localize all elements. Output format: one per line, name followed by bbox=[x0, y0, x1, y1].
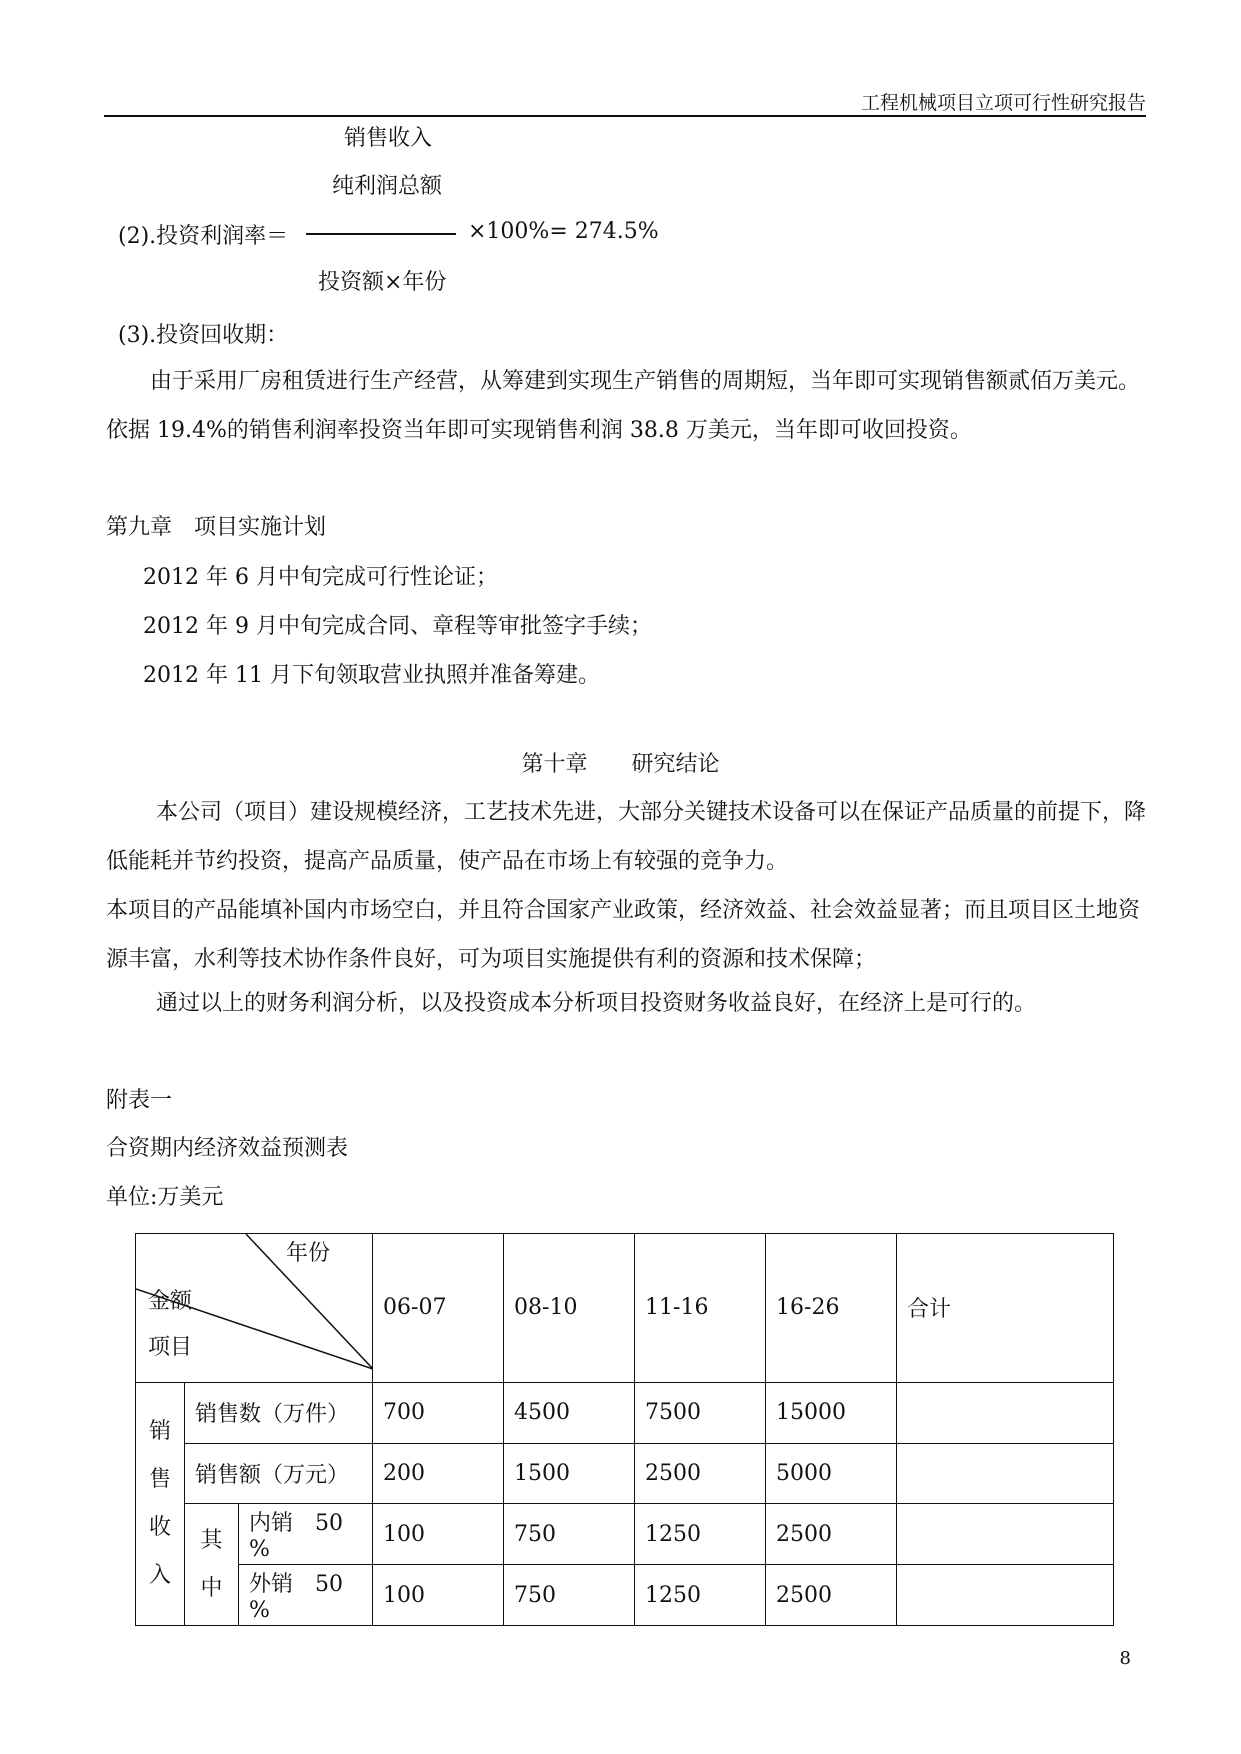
table-cell: 2500 bbox=[766, 1504, 897, 1565]
formula-label: (2).投资利润率＝ bbox=[118, 224, 289, 249]
table-cell bbox=[897, 1443, 1114, 1504]
chapter9-title: 第九章 项目实施计划 bbox=[106, 515, 327, 540]
table-cell: 100 bbox=[373, 1504, 504, 1565]
formula-denominator: 投资额×年份 bbox=[318, 270, 447, 295]
chapter10-paragraph-3: 通过以上的财务利润分析，以及投资成本分析项目投资财务收益良好，在经济上是可行的。 bbox=[156, 991, 1037, 1016]
chapter10-paragraph-2: 本项目的产品能填补国内市场空白，并且符合国家产业政策，经济效益、社会效益显著；而且项目区土地资源丰富，水利等技术协作条件良好，可为项目实施提供有利的资源和技术保障； bbox=[106, 898, 1141, 972]
corner-label-year: 年份 bbox=[286, 1241, 331, 1266]
table-cell: 700 bbox=[373, 1382, 504, 1443]
table-cell bbox=[897, 1382, 1114, 1443]
table-cell: 2500 bbox=[766, 1565, 897, 1626]
chapter9-item: 2012 年 11 月下旬领取营业执照并准备筹建。 bbox=[143, 663, 600, 688]
table-cell: 5000 bbox=[766, 1443, 897, 1504]
corner-label-amount: 金额 bbox=[148, 1289, 193, 1314]
table-cell: 4500 bbox=[504, 1382, 635, 1443]
row-label: 销售额（万元） bbox=[185, 1443, 373, 1504]
table-row bbox=[136, 1504, 1114, 1565]
table-cell: 7500 bbox=[635, 1382, 766, 1443]
column-header: 06-07 bbox=[373, 1234, 504, 1383]
table-cell: 100 bbox=[373, 1565, 504, 1626]
page-number: 8 bbox=[1119, 1648, 1131, 1669]
table-cell bbox=[897, 1504, 1114, 1565]
table-cell: 750 bbox=[504, 1504, 635, 1565]
chapter9-item: 2012 年 6 月中旬完成可行性论证； bbox=[143, 565, 498, 590]
table-row bbox=[136, 1565, 1114, 1626]
table-cell: 1250 bbox=[635, 1565, 766, 1626]
payback-paragraph: 由于采用厂房租赁进行生产经营，从筹建到实现生产销售的周期短，当年即可实现销售额贰佰万美元。依据 19.4%的销售利润率投资当年即可实现销售利润 38.8 万美元，当年即可收回投资。 bbox=[106, 369, 1141, 443]
header-rule bbox=[104, 115, 1146, 117]
corner-label-item: 项目 bbox=[148, 1335, 193, 1360]
formula-top-residue: 销售收入 bbox=[344, 126, 433, 151]
column-header: 11-16 bbox=[635, 1234, 766, 1383]
header-title: 工程机械项目立项可行性研究报告 bbox=[860, 92, 1146, 114]
table-header-row bbox=[136, 1234, 1114, 1383]
row-group-label: 销 售 收 入 bbox=[136, 1382, 185, 1625]
table-cell: 15000 bbox=[766, 1382, 897, 1443]
sub-group-label: 其 中 bbox=[185, 1504, 239, 1626]
table-cell bbox=[897, 1565, 1114, 1626]
row-label: 外销 50 % bbox=[239, 1565, 373, 1626]
column-header: 08-10 bbox=[504, 1234, 635, 1383]
chapter9-item: 2012 年 9 月中旬完成合同、章程等审批签字手续； bbox=[143, 614, 652, 639]
table-cell: 1250 bbox=[635, 1504, 766, 1565]
formula-result: ×100%= 274.5% bbox=[468, 219, 659, 244]
payback-heading: (3).投资回收期： bbox=[118, 323, 289, 348]
row-label: 内销 50 % bbox=[239, 1504, 373, 1565]
table-cell: 750 bbox=[504, 1565, 635, 1626]
chapter10-paragraph-1: 本公司（项目）建设规模经济，工艺技术先进，大部分关键技术设备可以在保证产品质量的前提下，降低能耗并节约投资，提高产品质量，使产品在市场上有较强的竞争力。 bbox=[106, 800, 1147, 874]
formula-numerator: 纯利润总额 bbox=[332, 174, 443, 199]
column-header: 合计 bbox=[897, 1234, 1114, 1383]
appendix-unit: 单位:万美元 bbox=[106, 1185, 224, 1210]
table-cell: 1500 bbox=[504, 1443, 635, 1504]
table-row bbox=[136, 1382, 1114, 1443]
table-row bbox=[136, 1443, 1114, 1504]
appendix-table-title: 合资期内经济效益预测表 bbox=[106, 1136, 349, 1161]
appendix-label: 附表一 bbox=[106, 1088, 173, 1113]
chapter10-title: 第十章 研究结论 bbox=[521, 752, 720, 777]
economic-forecast-table bbox=[135, 1233, 1114, 1626]
table-cell: 2500 bbox=[635, 1443, 766, 1504]
row-label: 销售数（万件） bbox=[185, 1382, 373, 1443]
table-cell: 200 bbox=[373, 1443, 504, 1504]
corner-header-cell bbox=[136, 1234, 373, 1383]
column-header: 16-26 bbox=[766, 1234, 897, 1383]
fraction-bar bbox=[306, 233, 456, 235]
